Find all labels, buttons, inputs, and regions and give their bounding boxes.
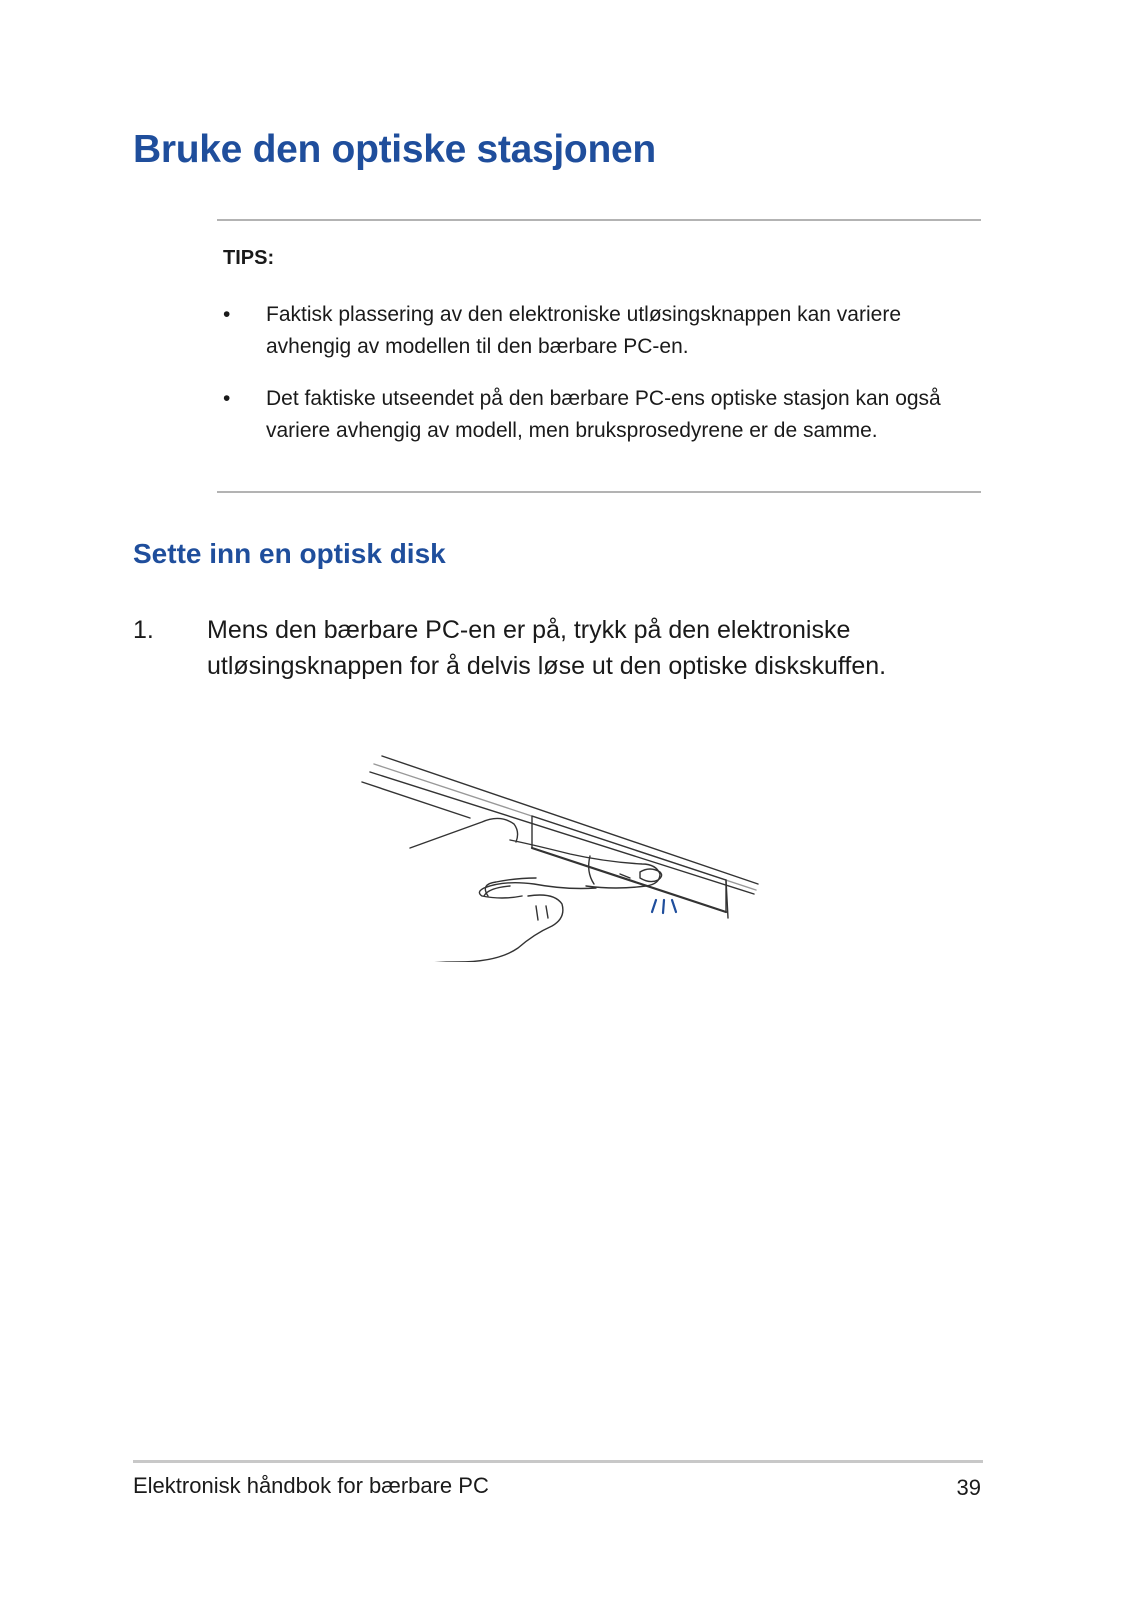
footer-divider (133, 1460, 983, 1463)
bullet-icon: • (223, 387, 231, 410)
tips-box (217, 219, 981, 493)
hand-outline (410, 818, 518, 848)
knuckle-line (484, 886, 510, 896)
step-text: Mens den bærbare PC-en er på, trykk på den elektroniske utløsingsknappen for å delvis løse ut den optiske diskskuffen. (207, 616, 887, 680)
tips-item-text: Faktisk plassering av den elektroniske utløsingsknappen kan variere avhengig av modellen til den bærbare PC-en. (266, 303, 901, 358)
palm-outline (418, 895, 563, 962)
laptop-edge-line (382, 756, 758, 884)
bullet-icon: • (223, 303, 231, 326)
finger-crease (546, 906, 548, 918)
section-heading: Sette inn en optisk disk (133, 538, 446, 569)
finger-crease (589, 856, 594, 884)
page-title: Bruke den optiske stasjonen (133, 128, 656, 171)
laptop-edge-line (362, 782, 470, 818)
finger-crease (536, 906, 538, 920)
tips-heading: TIPS: (223, 247, 275, 269)
laptop-edge-line (370, 772, 754, 894)
thumb-tip (485, 878, 536, 896)
page-number: 39 (956, 1475, 981, 1500)
optical-drive-tray (532, 816, 726, 912)
footer-title: Elektronisk håndbok for bærbare PC (133, 1473, 489, 1498)
press-indicator-icon (652, 900, 676, 913)
finger-pressing-eject-button-icon (360, 750, 760, 962)
step-number: 1. (133, 616, 154, 644)
tips-item-text: Det faktiske utseendet på den bærbare PC-ens optiske stasjon kan også variere avhengig av modell, men bruksprosedyrene er de samme. (266, 387, 941, 442)
